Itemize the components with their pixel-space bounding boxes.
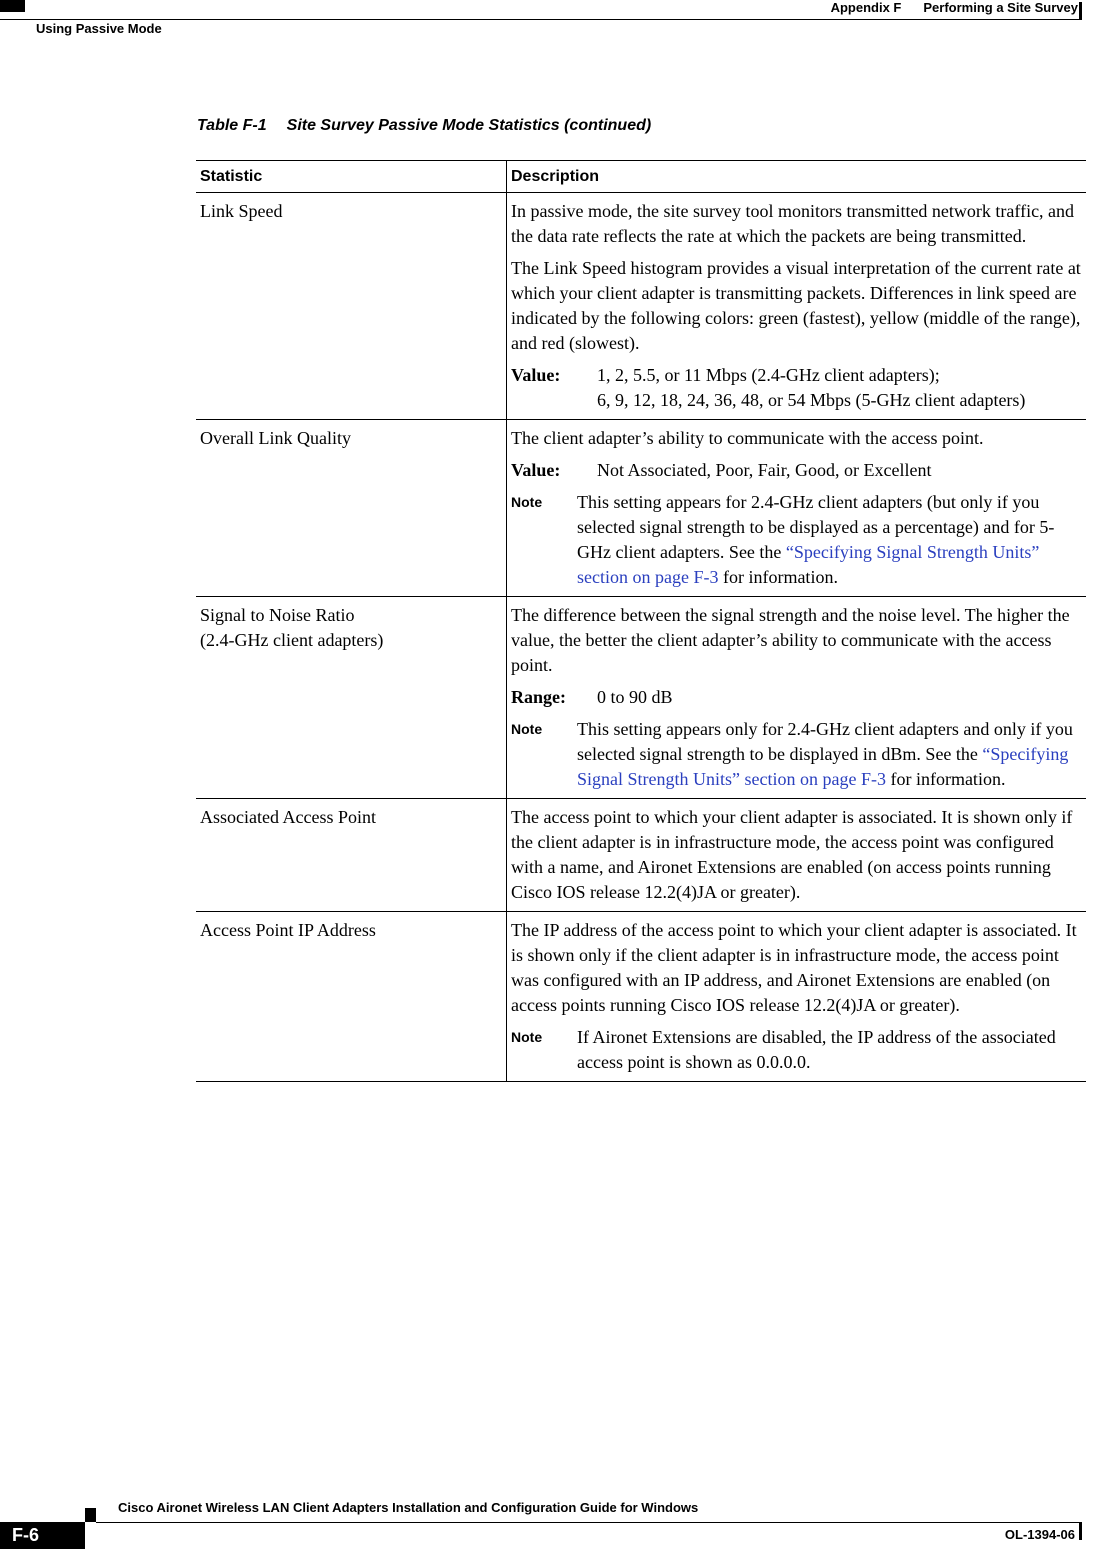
range-row	[511, 685, 1082, 710]
table-row	[196, 597, 1086, 799]
description-paragraph: The Link Speed histogram provides a visual interpretation of the current rate at which your client adapter is transmitting packets. Differences in link speed are indicated by the following colors: green (fastest), yellow (middle of the range), and red (slowest).	[511, 258, 1081, 353]
range-text: 0 to 90 dB	[597, 687, 673, 707]
column-header-description: Description	[507, 161, 1087, 193]
appendix-label: Appendix F	[830, 0, 902, 15]
note-text-after: for information.	[885, 769, 1006, 789]
footer-guide-title: Cisco Aironet Wireless LAN Client Adapters Installation and Configuration Guide for Windows	[118, 1500, 699, 1515]
note	[511, 717, 1082, 792]
footer-rule	[96, 1522, 1081, 1523]
value-row	[511, 458, 1082, 483]
value-label: Value:	[511, 365, 561, 385]
note-text	[577, 717, 1082, 792]
table-caption	[197, 117, 651, 135]
table-row	[196, 912, 1086, 1082]
description-paragraph: The access point to which your client adapter is associated. It is shown only if the client adapter is in infrastructure mode, the access point was configured with a name, and Aironet Extensions are enabled (on access points running Cisco IOS release 12.2(4)JA or greater).	[511, 807, 1073, 902]
note-text	[577, 490, 1082, 590]
value-line: 1, 2, 5.5, or 11 Mbps (2.4-GHz client adapters);	[597, 365, 940, 385]
description-paragraph: The client adapter’s ability to communicate with the access point.	[511, 428, 984, 448]
chapter-title: Performing a Site Survey	[923, 0, 1078, 15]
range-label: Range:	[511, 687, 566, 707]
header-rule	[0, 19, 1081, 20]
table-row	[196, 420, 1086, 597]
description-cell	[507, 912, 1087, 1082]
description-paragraph: In passive mode, the site survey tool monitors transmitted network traffic, and the data rate reflects the rate at which the packets are being transmitted.	[511, 201, 1075, 246]
table-header-row	[196, 161, 1086, 193]
statistic-cell: Overall Link Quality	[196, 420, 507, 597]
description-paragraph: The IP address of the access point to which your client adapter is associated. It is shown only if the client adapter is in infrastructure mode, the access point was configured with an IP address, and Aironet Extensions are enabled (on access points running Cisco IOS release 12.2(4)JA or greater).	[511, 920, 1077, 1015]
running-header	[831, 0, 1078, 15]
statistic-cell: Access Point IP Address	[196, 912, 507, 1082]
statistic-cell: Link Speed	[196, 193, 507, 420]
value-line: 6, 9, 12, 18, 24, 36, 48, or 54 Mbps (5-GHz client adapters)	[597, 390, 1026, 410]
statistic-line: (2.4-GHz client adapters)	[200, 630, 384, 650]
statistics-table	[196, 160, 1086, 1082]
statistic-line: Signal to Noise Ratio	[200, 605, 355, 625]
page-number: F-6	[0, 1522, 85, 1549]
note-label: Note	[511, 1029, 543, 1045]
header-marker-block	[0, 0, 25, 12]
note-text-after: for information.	[718, 567, 838, 587]
description-cell	[507, 799, 1087, 912]
note	[511, 490, 1082, 590]
note-label: Note	[511, 721, 543, 737]
note-label: Note	[511, 494, 543, 510]
value-text: Not Associated, Poor, Fair, Good, or Excellent	[597, 460, 932, 480]
cross-reference-link[interactable]: “Specifying Signal Strength Units” section on page F-3	[577, 542, 1040, 587]
table-row	[196, 799, 1086, 912]
value-text	[597, 363, 1082, 413]
value-label: Value:	[511, 460, 561, 480]
statistic-cell: Associated Access Point	[196, 799, 507, 912]
footer-marker	[85, 1508, 96, 1522]
footer-tick	[1079, 1522, 1082, 1540]
note-text: If Aironet Extensions are disabled, the IP address of the associated access point is shown as 0.0.0.0.	[577, 1027, 1056, 1072]
table-row	[196, 193, 1086, 420]
description-cell	[507, 193, 1087, 420]
note-text-before: This setting appears for 2.4-GHz client adapters (but only if you selected signal strength to be displayed as a percentage) and for 5-GHz client adapters. See the	[577, 492, 1055, 562]
header-tick	[1079, 2, 1082, 20]
column-header-statistic: Statistic	[196, 161, 507, 193]
note-text-before: This setting appears only for 2.4-GHz client adapters and only if you selected signal strength to be displayed in dBm. See the	[577, 719, 1073, 764]
statistic-cell	[196, 597, 507, 799]
description-cell	[507, 420, 1087, 597]
section-title: Using Passive Mode	[36, 21, 162, 36]
description-cell	[507, 597, 1087, 799]
cross-reference-link[interactable]: “Specifying Signal Strength Units” section on page F-3	[577, 744, 1069, 789]
note	[511, 1025, 1082, 1075]
document-number: OL-1394-06	[1004, 1527, 1075, 1542]
table-number: Table F-1	[197, 117, 267, 134]
table-title: Site Survey Passive Mode Statistics (continued)	[286, 117, 652, 134]
value-row	[511, 363, 1082, 413]
description-paragraph: The difference between the signal strength and the noise level. The higher the value, the better the client adapter’s ability to communicate with the access point.	[511, 605, 1070, 675]
